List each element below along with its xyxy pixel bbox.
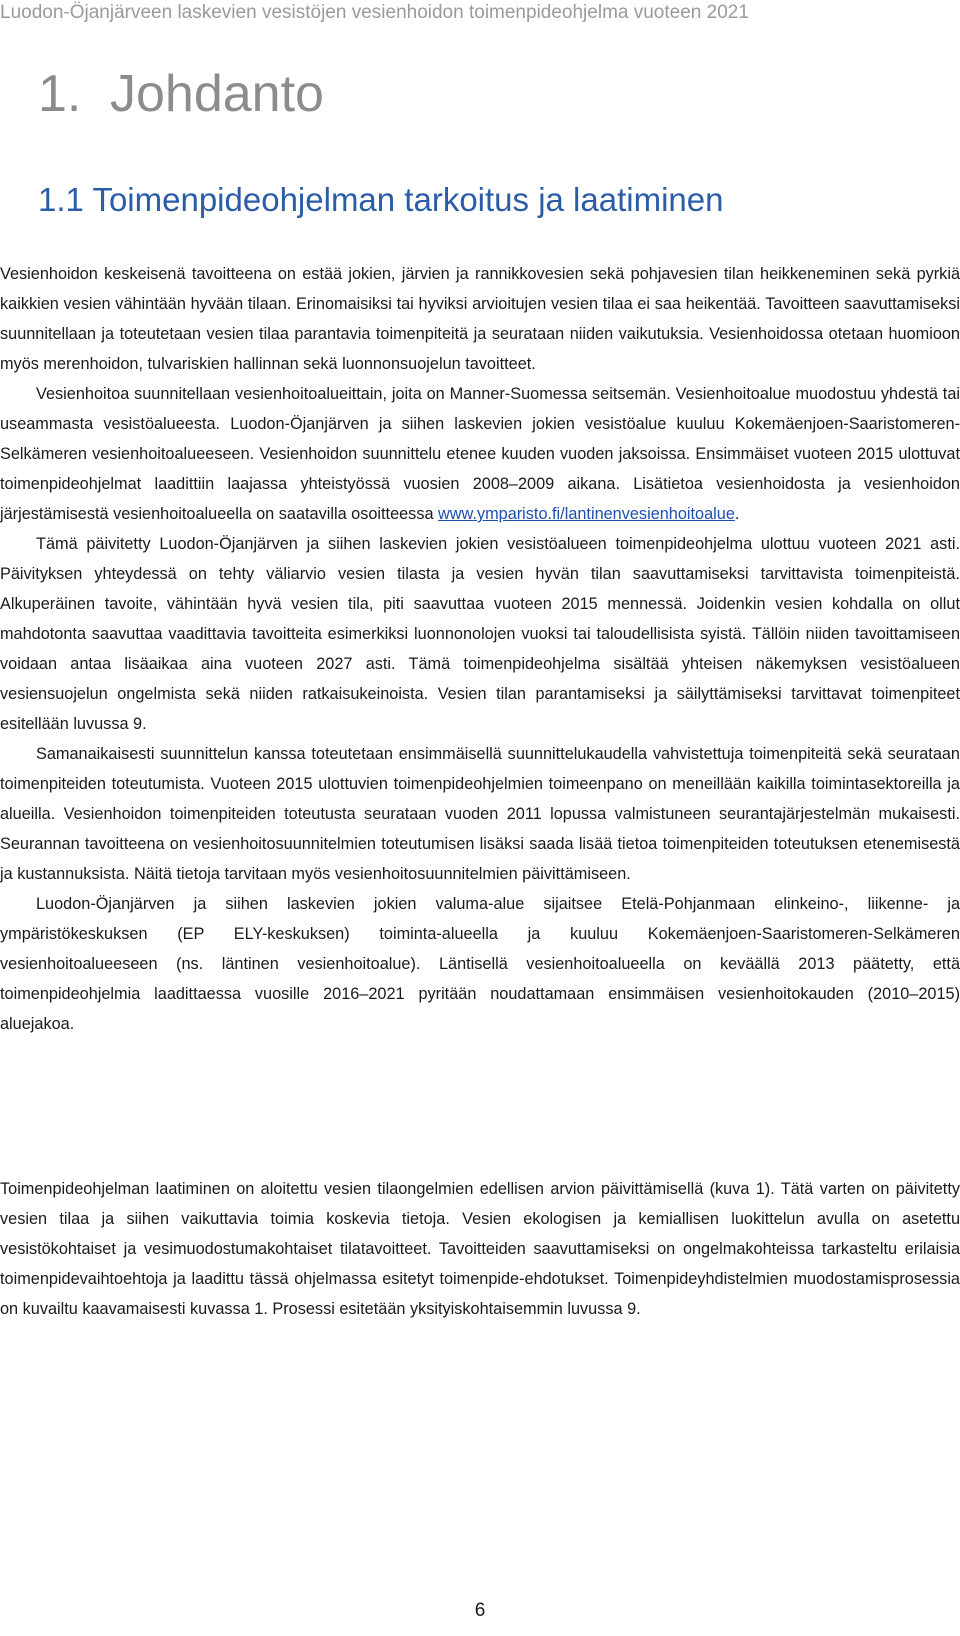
running-header: Luodon-Öjanjärveen laskevien vesistöjen vesienhoidon toimenpideohjelma vuoteen 2021 bbox=[0, 2, 749, 23]
paragraph-2-text: Vesienhoitoa suunnitellaan vesienhoitoalueittain, joita on Manner-Suomessa seitsemän. Vesienhoitoalue muodostuu yhdestä tai useammasta vesistöalueesta. Luodon-Öjanjärven ja siihen laskevien jokien vesistöalue kuuluu Kokemäenjoen-Saaristomeren-Selkämeren vesienhoitoalueeseen. Vesienhoidon suunnittelu etenee kuuden vuoden jaksoissa. Ensimmäiset vuoteen 2015 ulottuvat toimenpideohjelmat laadittiin laajassa yhteistyössä vuosien 2008–2009 aikana. Lisätietoa vesienhoidosta ja vesienhoidon järjestämisestä vesienhoitoalueella on saatavilla osoitteessa bbox=[0, 385, 960, 523]
paragraph-4: Samanaikaisesti suunnittelun kanssa toteutetaan ensimmäisellä suunnittelukaudella vahvistettuja toimenpiteitä sekä seurataan toimenpiteiden toteutumista. Vuoteen 2015 ulottuvien toimenpideohjelmien toimeenpano on meneillään kaikilla toimintasektoreilla ja alueilla. Vesienhoidon toimenpiteiden toteutusta seurataan vuoden 2011 lopussa valmistuneen seurantajärjestelmän mukaisesti. Seurannan tavoitteena on vesienhoitosuunnitelmien toteutumisen lisäksi saada lisää tietoa toimenpiteiden toteutuksen etenemisestä ja kustannuksista. Näitä tietoja tarvitaan myös vesienhoitosuunnitelmien päivittämiseen. bbox=[0, 745, 960, 883]
paragraph-2-end: . bbox=[734, 505, 740, 523]
paragraph-5: Luodon-Öjanjärven ja siihen laskevien jokien valuma-alue sijaitsee Etelä-Pohjanmaan elinkeino-, liikenne- ja ympäristökeskuksen (EP ELY-keskuksen) toiminta-alueella ja kuuluu Kokemäenjoen-Saaristomeren-Selkämeren vesienhoitoalueeseen (ns. läntinen vesienhoitoalue). Läntisellä vesienhoitoalueella on keväällä 2013 päätetty, että toimenpideohjelmia laadittaessa vuosille 2016–2021 pyritään noudattamaan ensimmäisen vesienhoitokauden (2010–2015) aluejakoa. bbox=[0, 895, 960, 1033]
body-text-block-2 bbox=[0, 1174, 960, 1324]
chapter-title-text: Johdanto bbox=[110, 65, 324, 123]
paragraph-3: Tämä päivitetty Luodon-Öjanjärven ja siihen laskevien jokien vesistöalueen toimenpideohjelma ulottuu vuoteen 2021 asti. Päivityksen yhteydessä on tehty väliarvio vesien tilasta ja vesien hyvän tilan saavuttamiseksi tarvittavista toimenpiteistä. Alkuperäinen tavoite, vähintään hyvä vesien tila, piti saavuttaa vuoteen 2015 mennessä. Joidenkin vesien kohdalla on ollut mahdotonta saavuttaa vaadittavia tavoitteita esimerkiksi luonnonolojen vuoksi tai taloudellisista syistä. Tällöin niiden tavoittamiseen voidaan antaa lisäaikaa aina vuoteen 2027 asti. Tämä toimenpideohjelma sisältää yhteisen näkemyksen vesistöalueen vesiensuojelun ongelmista sekä niiden ratkaisukeinoista. Vesien tilan parantamiseksi ja säilyttämiseksi tarvittavat toimenpiteet esitellään luvussa 9. bbox=[0, 535, 960, 733]
chapter-number: 1. bbox=[38, 65, 82, 123]
ymparisto-link[interactable]: www.ymparisto.fi/lantinenvesienhoitoalue bbox=[438, 505, 735, 523]
paragraph-6: Toimenpideohjelman laatiminen on aloitettu vesien tilaongelmien edellisen arvion päivittämisellä (kuva 1). Tätä varten on päivitetty vesien tilaa ja siihen vaikuttavia toimia koskevia tietoja. Vesien ekologisen ja kemiallisen luokittelun avulla on asetettu vesistökohtaiset ja vesimuodostumakohtaiset tilatavoitteet. Tavoitteiden saavuttamiseksi on ongelmakohteissa tarkasteltu erilaisia toimenpidevaihtoehtoja ja laadittu tässä ohjelmassa esitetyt toimenpide-ehdotukset. Toimenpideyhdistelmien muodostamisprosessia on kuvailtu kaavamaisesti kuvassa 1. Prosessi esitetään yksityiskohtaisemmin luvussa 9. bbox=[0, 1180, 960, 1318]
chapter-title bbox=[38, 64, 324, 124]
section-title: 1.1 Toimenpideohjelman tarkoitus ja laatiminen bbox=[38, 181, 724, 218]
page-number: 6 bbox=[474, 1600, 486, 1621]
paragraph-2 bbox=[0, 379, 960, 529]
body-text-block-1 bbox=[0, 259, 960, 1039]
paragraph-1: Vesienhoidon keskeisenä tavoitteena on estää jokien, järvien ja rannikkovesien sekä pohjavesien tilan heikkeneminen sekä pyrkiä kaikkien vesien vähintään hyvään tilaan. Erinomaisiksi tai hyviksi arvioitujen vesien tilaa ei saa heikentää. Tavoitteen saavuttamiseksi suunnitellaan ja toteutetaan vesien tilaa parantavia toimenpiteitä ja seurataan niiden vaikutuksia. Vesienhoidossa otetaan huomioon myös merenhoidon, tulvariskien hallinnan sekä luonnonsuojelun tavoitteet. bbox=[0, 265, 960, 373]
